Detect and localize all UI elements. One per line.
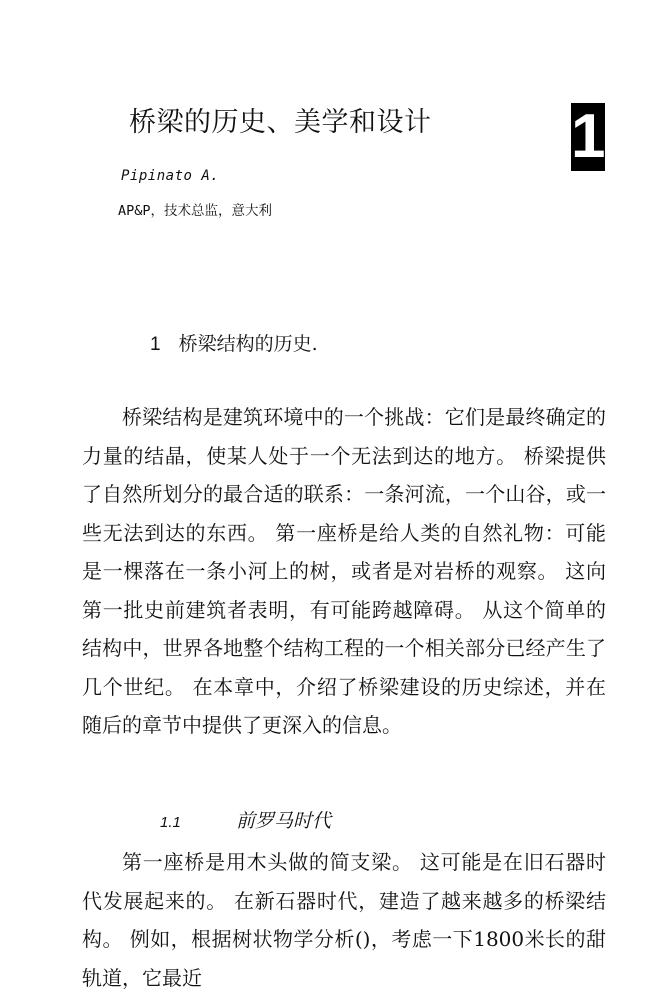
author-name: Pipinato A. xyxy=(121,168,220,184)
section-title: 桥梁结构的历史. xyxy=(178,333,318,355)
chapter-number-badge: 1 xyxy=(571,102,606,171)
subsection-heading xyxy=(160,806,331,833)
subsection-title: 前罗马时代 xyxy=(236,810,332,832)
section-number: 1 xyxy=(150,334,161,355)
body-paragraph: 桥梁结构是建筑环境中的一个挑战：它们是最终确定的力量的结晶，使某人处于一个无法到达的地方。 桥梁提供了自然所划分的最合适的联系：一条河流，一个山谷，或一些无法到达的东西。 第一座桥是给人类的自然礼物：可能是一棵落在一条小河上的树，或者是对岩桥的观察。 这向第一批史前建筑者表明，有可能跨越障碍。 从这个简单的结构中，世界各地整个结构工程的一个相关部分已经产生了几个世纪。 在本章中，介绍了桥梁建设的历史综述，并在随后的章节中提供了更深入的信息。 xyxy=(82,405,606,737)
body-paragraph: 第一座桥是用木头做的简支梁。 这可能是在旧石器时代发展起来的。 在新石器时代，建造了越来越多的桥梁结构。 例如，根据树状物学分析()，考虑一下1800米长的甜轨道，它最近 xyxy=(82,850,606,990)
section-heading xyxy=(150,329,318,356)
subsection-number: 1.1 xyxy=(160,814,181,831)
chapter-title: 桥梁的历史、美学和设计 xyxy=(129,107,432,138)
author-affiliation: AP&P，技术总监，意大利 xyxy=(118,203,273,219)
